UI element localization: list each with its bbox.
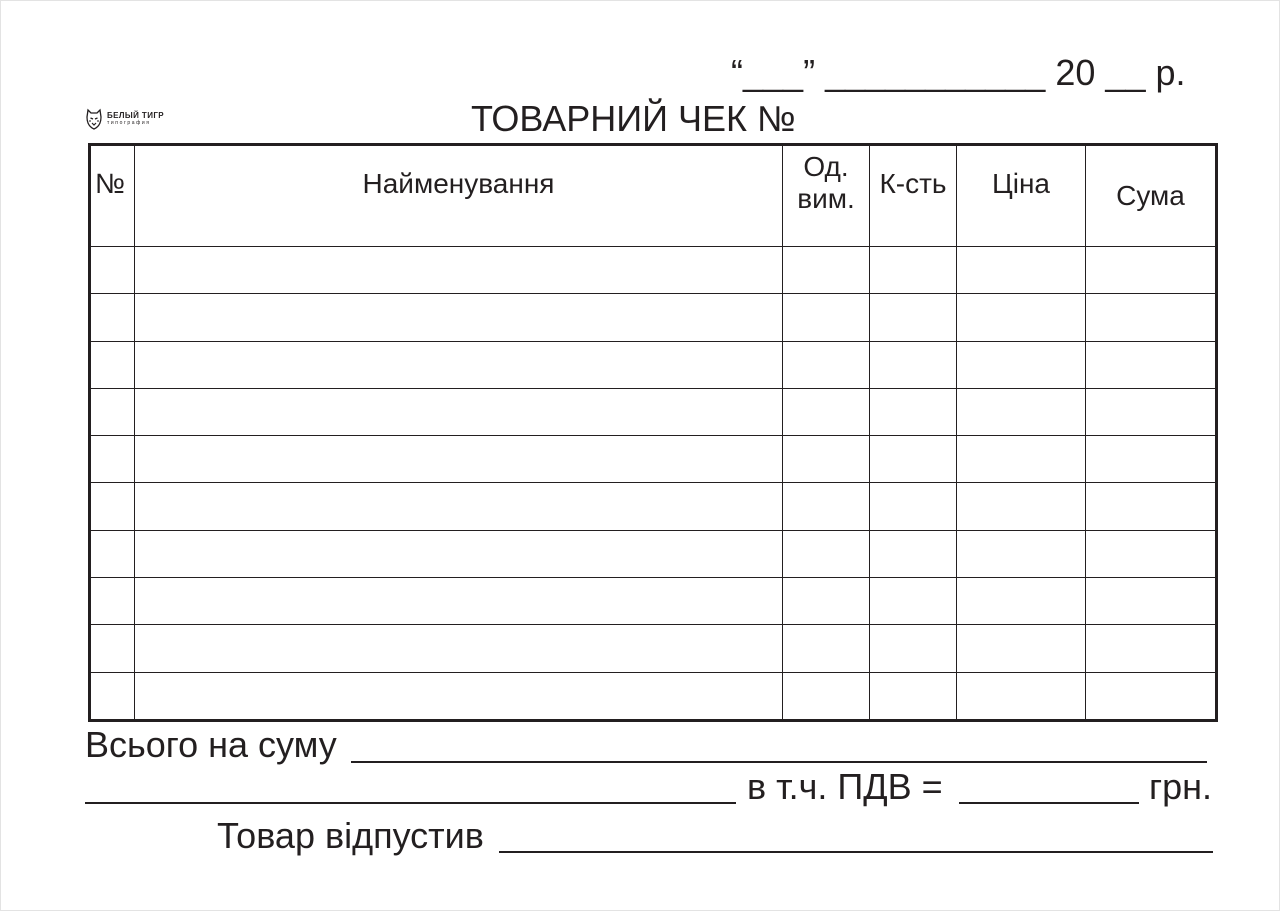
column-header-unit — [783, 145, 870, 247]
table-cell-qty[interactable] — [870, 625, 957, 672]
logo-name: БЕЛЫЙ ТИГР — [107, 111, 165, 120]
items-table-body — [90, 247, 1217, 721]
table-cell-sum[interactable] — [1086, 388, 1217, 435]
table-cell-num[interactable] — [90, 530, 135, 577]
table-cell-name[interactable] — [135, 530, 783, 577]
date-line — [731, 51, 1186, 95]
column-header-number: № — [90, 145, 135, 247]
table-row — [90, 625, 1217, 672]
date-year-field: __ — [1105, 52, 1146, 93]
released-by-signature-field[interactable] — [499, 851, 1213, 853]
table-cell-qty[interactable] — [870, 341, 957, 388]
total-label: Всього на суму — [85, 724, 337, 765]
table-cell-name[interactable] — [135, 625, 783, 672]
table-cell-name[interactable] — [135, 578, 783, 625]
table-row — [90, 672, 1217, 720]
table-cell-num[interactable] — [90, 294, 135, 341]
table-cell-name[interactable] — [135, 672, 783, 720]
table-cell-unit[interactable] — [783, 247, 870, 294]
date-month-field: ___________ — [825, 52, 1046, 93]
table-cell-num[interactable] — [90, 672, 135, 720]
table-cell-sum[interactable] — [1086, 530, 1217, 577]
table-row — [90, 578, 1217, 625]
table-cell-qty[interactable] — [870, 388, 957, 435]
table-cell-unit[interactable] — [783, 530, 870, 577]
date-suffix: р. — [1155, 52, 1186, 93]
table-cell-name[interactable] — [135, 436, 783, 483]
table-cell-sum[interactable] — [1086, 578, 1217, 625]
table-cell-price[interactable] — [957, 436, 1086, 483]
table-row — [90, 247, 1217, 294]
table-cell-sum[interactable] — [1086, 436, 1217, 483]
table-cell-price[interactable] — [957, 578, 1086, 625]
table-cell-unit[interactable] — [783, 436, 870, 483]
logo-subtitle: типография — [107, 120, 151, 126]
column-header-unit-line2: вим. — [797, 183, 855, 214]
page-title: ТОВАРНИЙ ЧЕК № — [471, 98, 796, 139]
table-row — [90, 436, 1217, 483]
date-quote-close: ” — [803, 52, 816, 93]
table-cell-unit[interactable] — [783, 672, 870, 720]
table-cell-num[interactable] — [90, 483, 135, 530]
table-cell-unit[interactable] — [783, 341, 870, 388]
table-cell-sum[interactable] — [1086, 294, 1217, 341]
table-cell-price[interactable] — [957, 530, 1086, 577]
total-amount-field[interactable] — [351, 761, 1207, 763]
tiger-head-icon — [85, 107, 103, 131]
table-cell-unit[interactable] — [783, 483, 870, 530]
date-year-prefix: 20 — [1055, 52, 1096, 93]
table-cell-sum[interactable] — [1086, 483, 1217, 530]
table-cell-num[interactable] — [90, 388, 135, 435]
table-cell-sum[interactable] — [1086, 672, 1217, 720]
table-row — [90, 294, 1217, 341]
table-header-row — [90, 145, 1217, 247]
table-row — [90, 388, 1217, 435]
table-cell-price[interactable] — [957, 672, 1086, 720]
table-cell-unit[interactable] — [783, 578, 870, 625]
items-table — [88, 143, 1218, 722]
table-row — [90, 341, 1217, 388]
table-cell-name[interactable] — [135, 341, 783, 388]
table-cell-qty[interactable] — [870, 294, 957, 341]
table-cell-qty[interactable] — [870, 436, 957, 483]
table-cell-num[interactable] — [90, 578, 135, 625]
table-cell-num[interactable] — [90, 436, 135, 483]
date-quote-open: “ — [731, 52, 743, 93]
column-header-name: Найменування — [135, 145, 783, 247]
table-cell-num[interactable] — [90, 247, 135, 294]
logo-text — [107, 111, 164, 127]
table-cell-qty[interactable] — [870, 578, 957, 625]
table-cell-name[interactable] — [135, 483, 783, 530]
table-cell-name[interactable] — [135, 247, 783, 294]
column-header-unit-line1: Од. — [803, 151, 849, 182]
total-amount-words-field[interactable] — [85, 802, 736, 804]
table-cell-price[interactable] — [957, 247, 1086, 294]
column-header-price: Ціна — [957, 145, 1086, 247]
vat-label: в т.ч. ПДВ = — [747, 766, 943, 807]
table-cell-price[interactable] — [957, 294, 1086, 341]
table-cell-unit[interactable] — [783, 625, 870, 672]
table-cell-sum[interactable] — [1086, 341, 1217, 388]
column-header-quantity: К-сть — [870, 145, 957, 247]
table-row — [90, 483, 1217, 530]
column-header-sum: Сума — [1086, 145, 1217, 247]
table-cell-qty[interactable] — [870, 483, 957, 530]
printer-logo — [85, 107, 164, 131]
table-cell-unit[interactable] — [783, 388, 870, 435]
table-cell-price[interactable] — [957, 483, 1086, 530]
vat-amount-field[interactable] — [959, 802, 1139, 804]
table-cell-sum[interactable] — [1086, 625, 1217, 672]
table-cell-price[interactable] — [957, 388, 1086, 435]
table-cell-qty[interactable] — [870, 530, 957, 577]
table-cell-num[interactable] — [90, 625, 135, 672]
released-by-label: Товар відпустив — [217, 815, 484, 856]
table-cell-sum[interactable] — [1086, 247, 1217, 294]
table-row — [90, 530, 1217, 577]
currency-label: грн. — [1149, 766, 1213, 807]
date-day-field: ___ — [743, 52, 804, 93]
table-cell-num[interactable] — [90, 341, 135, 388]
table-cell-qty[interactable] — [870, 247, 957, 294]
table-cell-price[interactable] — [957, 341, 1086, 388]
table-cell-name[interactable] — [135, 388, 783, 435]
table-cell-qty[interactable] — [870, 672, 957, 720]
table-cell-price[interactable] — [957, 625, 1086, 672]
table-cell-name[interactable] — [135, 294, 783, 341]
table-cell-unit[interactable] — [783, 294, 870, 341]
